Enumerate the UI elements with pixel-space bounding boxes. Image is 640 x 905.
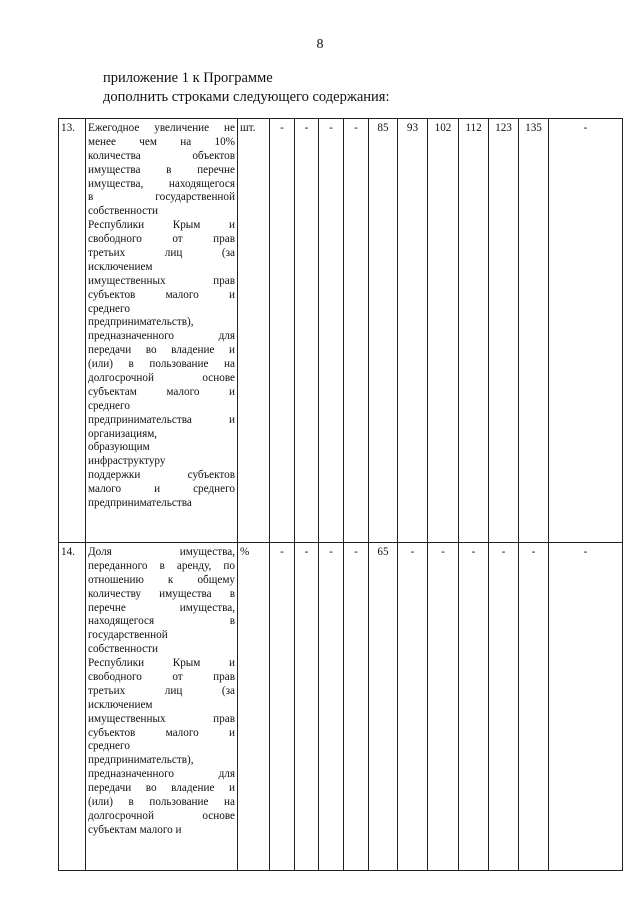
description-line: среднего	[88, 740, 130, 753]
value-cell: -	[459, 543, 489, 871]
description-line: малого и среднего	[88, 483, 235, 496]
value-cell: 93	[398, 119, 428, 543]
value-cell: -	[519, 543, 549, 871]
value-cell: -	[319, 119, 344, 543]
value-cell: -	[428, 543, 459, 871]
description-line: субъектам малого и	[88, 823, 182, 836]
value-cell: -	[295, 543, 319, 871]
description-line: имущества, находящегося	[88, 177, 235, 190]
description-line: исключением	[88, 698, 153, 711]
description-line: долгосрочной основе	[88, 809, 235, 822]
description-line: свободного от прав	[88, 671, 235, 684]
intro-line-1: приложение 1 к Программе	[103, 70, 273, 86]
indicator-description	[86, 119, 238, 543]
description-line: Ежегодное увеличение не	[88, 122, 235, 134]
unit-cell: шт.	[238, 119, 270, 543]
value-cell: 123	[489, 119, 519, 543]
page-number: 8	[316, 37, 324, 52]
description-line: свободного от прав	[88, 233, 235, 246]
description-line: предназначенного для	[88, 330, 235, 343]
description-line: переданного в аренду, по	[88, 559, 235, 572]
description-line: передачи во владение и	[88, 344, 235, 357]
value-cell: -	[270, 543, 295, 871]
description-line: собственности	[88, 205, 158, 218]
description-line: передачи во владение и	[88, 782, 235, 795]
value-cell: -	[344, 543, 369, 871]
value-cell: 65	[369, 543, 398, 871]
description-line: организациям,	[88, 427, 158, 440]
table-row	[59, 119, 623, 543]
value-cell: 135	[519, 119, 549, 543]
value-cell: 85	[369, 119, 398, 543]
value-cell: -	[489, 543, 519, 871]
value-cell: -	[319, 543, 344, 871]
indicators-table	[58, 118, 623, 871]
description-line: исключением	[88, 260, 153, 273]
description-line: предпринимательств),	[88, 316, 194, 329]
description-line: третьих лиц (за	[88, 247, 235, 260]
description-line: инфраструктуру	[88, 455, 166, 468]
description-line: перечне имущества,	[88, 601, 235, 614]
description-line: отношению к общему	[88, 573, 235, 586]
value-cell: -	[295, 119, 319, 543]
description-line: субъектов малого и	[88, 288, 235, 301]
description-line: находящегося в	[88, 615, 235, 628]
description-line: количеству имущества в	[88, 587, 235, 600]
row-number: 14.	[59, 543, 86, 871]
description-line: государственной	[88, 629, 168, 642]
description-line: в государственной	[88, 191, 235, 204]
description-line: предназначенного для	[88, 768, 235, 781]
description-line: среднего	[88, 399, 130, 412]
description-line: имущественных прав	[88, 712, 235, 725]
description-line: количества объектов	[88, 149, 235, 162]
value-cell: -	[270, 119, 295, 543]
description-line: среднего	[88, 302, 130, 315]
value-cell: 102	[428, 119, 459, 543]
description-line: долгосрочной основе	[88, 372, 235, 385]
indicator-description	[86, 543, 238, 871]
description-line: образующим	[88, 441, 150, 454]
description-line: Доля имущества,	[88, 546, 235, 558]
description-line: имущественных прав	[88, 274, 235, 287]
value-cell: 112	[459, 119, 489, 543]
description-line: собственности	[88, 643, 158, 656]
description-line: третьих лиц (за	[88, 684, 235, 697]
description-line: поддержки субъектов	[88, 469, 235, 482]
description-line: предпринимательства	[88, 497, 192, 510]
value-cell: -	[549, 119, 623, 543]
row-number: 13.	[59, 119, 86, 543]
value-cell: -	[344, 119, 369, 543]
value-cell: -	[398, 543, 428, 871]
description-line: предпринимательств),	[88, 754, 194, 767]
description-line: Республики Крым и	[88, 657, 235, 670]
description-line: субъектов малого и	[88, 726, 235, 739]
description-line: предпринимательства и	[88, 413, 235, 426]
description-line: (или) в пользование на	[88, 796, 235, 809]
intro-line-2: дополнить строками следующего содержания:	[103, 89, 390, 105]
table-row	[59, 543, 623, 871]
description-line: Республики Крым и	[88, 219, 235, 232]
description-line: (или) в пользование на	[88, 358, 235, 371]
value-cell: -	[549, 543, 623, 871]
intro-text	[103, 69, 390, 107]
description-line: менее чем на 10%	[88, 135, 235, 148]
unit-cell: %	[238, 543, 270, 871]
description-line: субъектам малого и	[88, 385, 235, 398]
description-line: имущества в перечне	[88, 163, 235, 176]
